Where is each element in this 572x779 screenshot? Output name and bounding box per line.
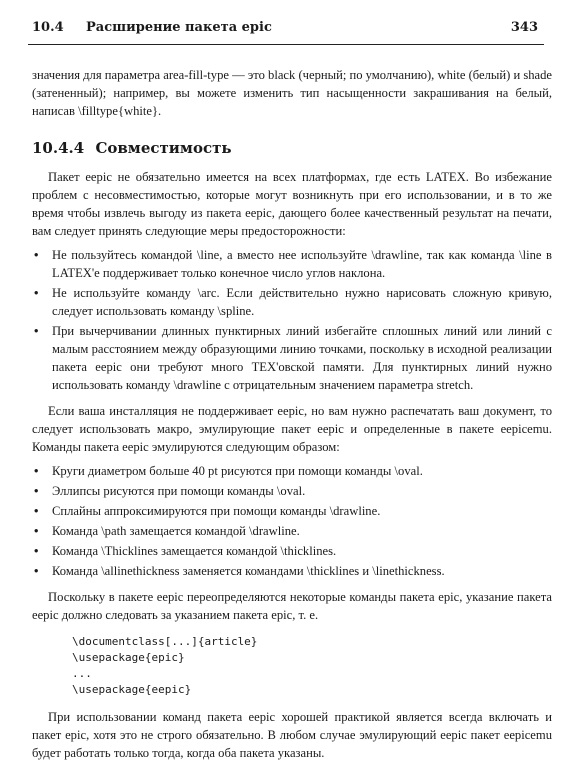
list-item — [32, 562, 552, 580]
header-section-title: Расширение пакета epic — [86, 20, 272, 35]
bullet-icon: • — [34, 564, 39, 578]
list-item — [32, 284, 552, 320]
bullet-icon: • — [34, 286, 39, 300]
bullet-icon: • — [34, 544, 39, 558]
list-item — [32, 462, 552, 480]
list-item-text: Не используйте команду \arc. Если действительно нужно нарисовать сложную кривую, следует использовать команду \spline. — [52, 286, 552, 318]
bullet-icon: • — [34, 484, 39, 498]
precautions-list — [32, 246, 552, 394]
header-section-number: 10.4 — [32, 20, 64, 35]
list-item-text: Круги диаметром больше 40 pt рисуются при помощи команды \oval. — [52, 464, 423, 478]
list-item — [32, 482, 552, 500]
intro-paragraph: значения для параметра area-fill-type — это black (черный; по умолчанию), white (белый) и shade (затененный); например, вы можете изменить тип насыщенности закрашивания на белый, написав \filltype{white}. — [32, 68, 553, 118]
header-rule — [28, 44, 544, 45]
emulation-list — [32, 462, 552, 580]
list-item-text: Команда \path замещается командой \drawline. — [52, 524, 300, 538]
compatibility-intro-paragraph: Пакет eepic не обязательно имеется на всех платформах, где есть LATEX. Во избежание проблем с несовместимостью, которые могут возникнуть при его использовании, и в то же время чтобы извлечь выгоду из пакета eepic, дающего более качественный результат на печати, вам следует принять следующие меры предосторожности: — [32, 170, 552, 238]
page-number: 343 — [510, 20, 538, 35]
bullet-icon: • — [34, 504, 39, 518]
list-item-text: Команда \Thicklines замещается командой \thicklines. — [52, 544, 337, 558]
subsection-title: Совместимость — [95, 139, 232, 157]
list-item-text: Не пользуйтесь командой \line, а вместо нее используйте \drawline, так как команда \line в LATEX'е поддерживает только конечное число углов наклона. — [52, 248, 552, 280]
package-order-paragraph: Поскольку в пакете eepic переопределяются некоторые команды пакета epic, указание пакета eepic должно следовать за указанием пакета epic, т. е. — [32, 590, 552, 622]
bullet-icon: • — [34, 464, 39, 478]
list-item-text: Эллипсы рисуются при помощи команды \oval. — [52, 484, 306, 498]
list-item — [32, 246, 552, 282]
list-item — [32, 522, 552, 540]
list-item-text: При вычерчивании длинных пунктирных линий избегайте сплошных линий или линий с малым расстоянием между образующими линию точками, поскольку в исходной реализации пакета eepic они требуют много TEX'овской памяти. Для пунктирных линий нужно использовать команду \drawline с отрицательным значением параметра stretch. — [52, 324, 552, 392]
bullet-icon: • — [34, 324, 39, 338]
list-item-text: Команда \allinethickness заменяется командами \thicklines и \linethickness. — [52, 564, 445, 578]
page-body — [32, 66, 552, 768]
list-item — [32, 322, 552, 394]
emulation-intro-paragraph: Если ваша инсталляция не поддерживает eepic, но вам нужно распечатать ваш документ, то следует использовать макро, эмулирующие пакет eepic и определенные в пакете eepicemu. Команды пакета eepic эмулируются следующим образом: — [32, 404, 552, 454]
subsection-heading — [32, 138, 552, 158]
list-item — [32, 542, 552, 560]
final-paragraph: При использовании команд пакета eepic хорошей практикой является всегда включать и пакет epic, хотя это не строго обязательно. В любом случае эмулирующий eepic пакет eepicemu будет работать только тогда, когда оба пакета указаны. — [32, 710, 552, 760]
bullet-icon: • — [34, 524, 39, 538]
bullet-icon: • — [34, 248, 39, 262]
list-item-text: Сплайны аппроксимируются при помощи команды \drawline. — [52, 504, 381, 518]
code-block: \documentclass[...]{article} \usepackage{epic} ... \usepackage{eepic} — [72, 635, 258, 696]
subsection-number: 10.4.4 — [32, 139, 85, 157]
running-header — [28, 20, 544, 40]
list-item — [32, 502, 552, 520]
